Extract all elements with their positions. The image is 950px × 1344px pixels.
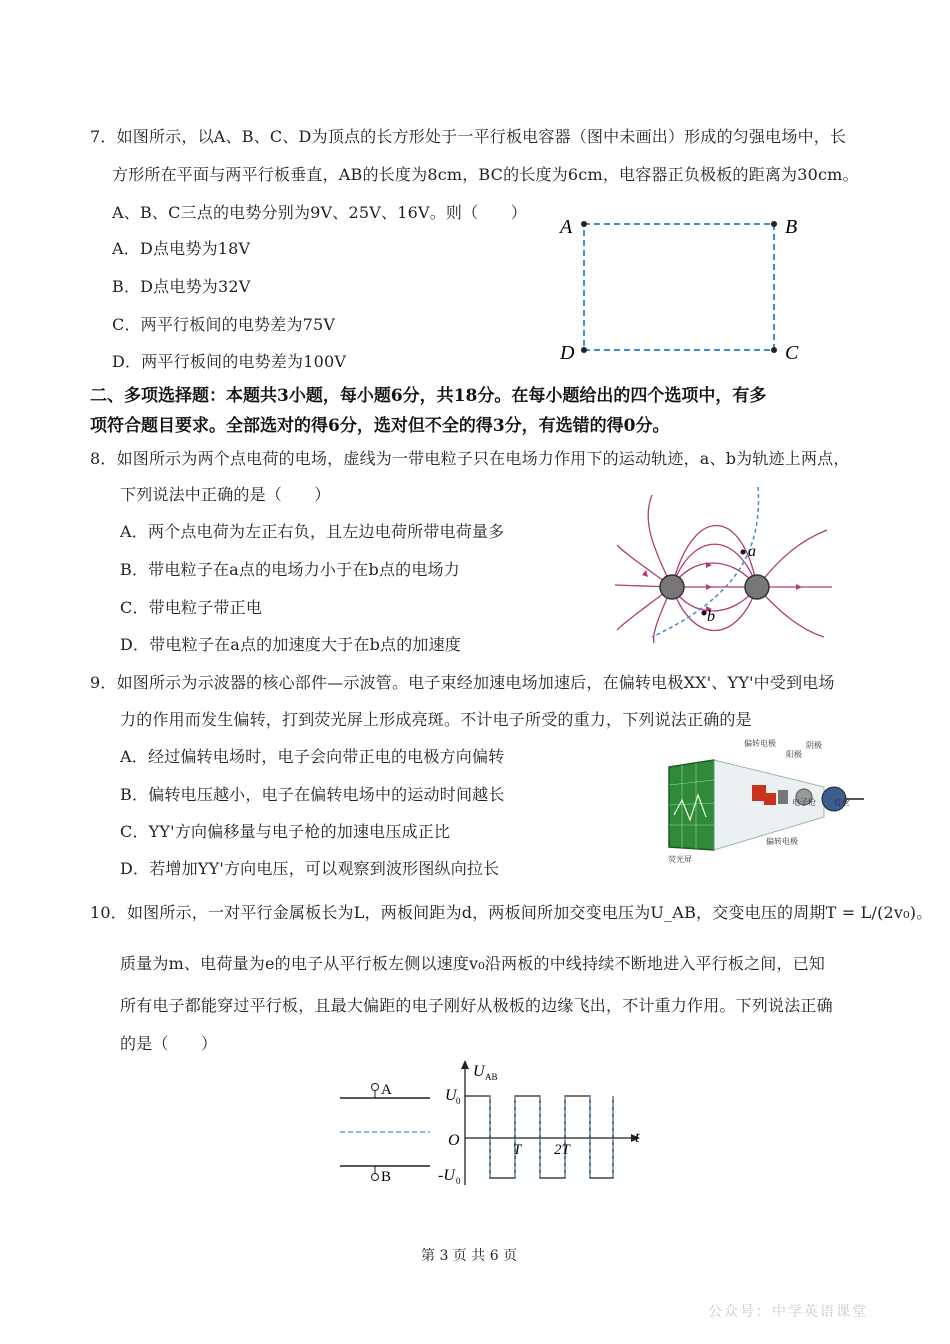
q10-plate-label-b: B — [381, 1169, 392, 1185]
q9-option-a: A．经过偏转电场时，电子会向带正电的电极方向偏转 — [120, 747, 505, 766]
q7-label-b: B — [785, 216, 798, 238]
q10-plate-label-a: A — [381, 1082, 392, 1098]
q7-label-a: A — [560, 216, 573, 238]
q7-rectangle-figure — [552, 206, 812, 366]
q7-option-a: A．D点电势为18V — [112, 239, 251, 258]
q10-stem-line3: 所有电子都能穿过平行板，且最大偏距的电子刚好从极板的边缘飞出，不计重力作用。下列说法正确 — [120, 996, 833, 1015]
q10-tick-2t: 2T — [554, 1142, 570, 1158]
q7-label-c: C — [785, 342, 799, 364]
q10-stem-line2: 质量为m、电荷量为e的电子从平行板左侧以速度v₀沿两板的中线持续不断地进入平行板之间，已知 — [120, 954, 826, 973]
q9-oscilloscope-figure — [664, 735, 879, 870]
q8-right-charge — [745, 575, 769, 599]
page-number: 第 3 页 共 6 页 — [421, 1248, 518, 1264]
q7-option-c: C．两平行板间的电势差为75V — [112, 315, 336, 334]
q9-label-deflection-bottom: 偏转电极 — [766, 837, 798, 846]
q10-stem-line1: 10．如图所示，一对平行金属板长为L，两板间距为d，两板间所加交变电压为U_AB，交变电压的周期T = L/(2v₀)。 — [90, 903, 933, 922]
deflection-plate-x — [752, 785, 766, 801]
q7-option-b: B．D点电势为32V — [112, 277, 251, 296]
q10-y-axis-sub: AB — [485, 1072, 498, 1082]
q9-option-c: C．YY'方向偏移量与电子枪的加速电压成正比 — [120, 822, 451, 841]
q8-point-a: a — [748, 543, 756, 560]
q9-label-deflection-top: 偏转电极 — [744, 739, 776, 748]
deflection-plate-y — [764, 793, 776, 805]
q7-option-d: D．两平行板间的电势差为100V — [112, 352, 347, 371]
q10-stem-line4: 的是（ ） — [120, 1034, 218, 1053]
q10-neg-u0-sub: 0 — [456, 1176, 461, 1186]
q9-stem-line2: 力的作用而发生偏转，打到荧光屏上形成亮斑。不计电子所受的重力，下列说法正确的是 — [120, 710, 752, 729]
q9-label-cathode: 阴极 — [806, 741, 822, 750]
q10-neg-u0-label: -U — [438, 1167, 455, 1184]
q10-u0-sub: 0 — [456, 1096, 461, 1106]
q8-left-charge — [660, 575, 684, 599]
q9-option-b: B．偏转电压越小，电子在偏转电场中的运动时间越长 — [120, 785, 505, 804]
q10-x-axis-label: t — [635, 1129, 640, 1146]
section2-heading-line1: 二、多项选择题：本题共3小题，每小题6分，共18分。在每小题给出的四个选项中，有多 — [90, 386, 767, 406]
q9-label-filament: 灯丝 — [834, 798, 850, 807]
q9-label-gun: 电子枪 — [792, 798, 816, 807]
q8-option-a: A．两个点电荷为左正右负，且左边电荷所带电荷量多 — [120, 522, 505, 541]
q8-field-lines-figure — [612, 485, 837, 645]
q9-label-anode: 阳极 — [786, 750, 802, 759]
q10-square-wave — [465, 1096, 613, 1178]
q7-stem-line2: 方形所在平面与两平行板垂直，AB的长度为8cm，BC的长度为6cm，电容器正负极板的距离为30cm。 — [112, 165, 859, 184]
q7-stem-line1: 7．如图所示，以A、B、C、D为顶点的长方形处于一平行板电容器（图中未画出）形成的匀强电场中，长 — [90, 127, 847, 146]
q7-stem-line3: A、B、C三点的电势分别为9V、25V、16V。则（ ） — [112, 203, 527, 222]
q10-u0-label: U — [445, 1087, 457, 1104]
q8-stem-line1: 8．如图所示为两个点电荷的电场，虚线为一带电粒子只在电场力作用下的运动轨迹，a、b为轨迹上两点， — [90, 449, 850, 468]
q8-option-c: C．带电粒子带正电 — [120, 598, 263, 617]
q10-plates-and-voltage-figure — [335, 1060, 650, 1195]
q10-origin: O — [448, 1132, 460, 1149]
q8-point-b: b — [707, 608, 715, 625]
q7-label-d: D — [560, 342, 575, 364]
q8-stem-line2: 下列说法中正确的是（ ） — [120, 485, 331, 504]
q7-dashed-rectangle — [584, 224, 774, 350]
q9-label-screen: 荧光屏 — [668, 855, 692, 864]
section2-heading-line2: 项符合题目要求。全部选对的得6分，选对但不全的得3分，有选错的得0分。 — [90, 416, 670, 436]
q10-y-axis-label: U — [473, 1063, 485, 1080]
q9-option-d: D．若增加YY'方向电压，可以观察到波形图纵向拉长 — [120, 859, 500, 878]
q8-option-d: D．带电粒子在a点的加速度大于在b点的加速度 — [120, 635, 462, 654]
q8-option-b: B．带电粒子在a点的电场力小于在b点的电场力 — [120, 560, 460, 579]
watermark: 公众号：中学英语课堂 — [708, 1304, 868, 1320]
q10-tick-t: T — [513, 1142, 522, 1158]
q9-stem-line1: 9．如图所示为示波器的核心部件—示波管。电子束经加速电场加速后，在偏转电极XX'、YY'中受到电场 — [90, 673, 835, 692]
